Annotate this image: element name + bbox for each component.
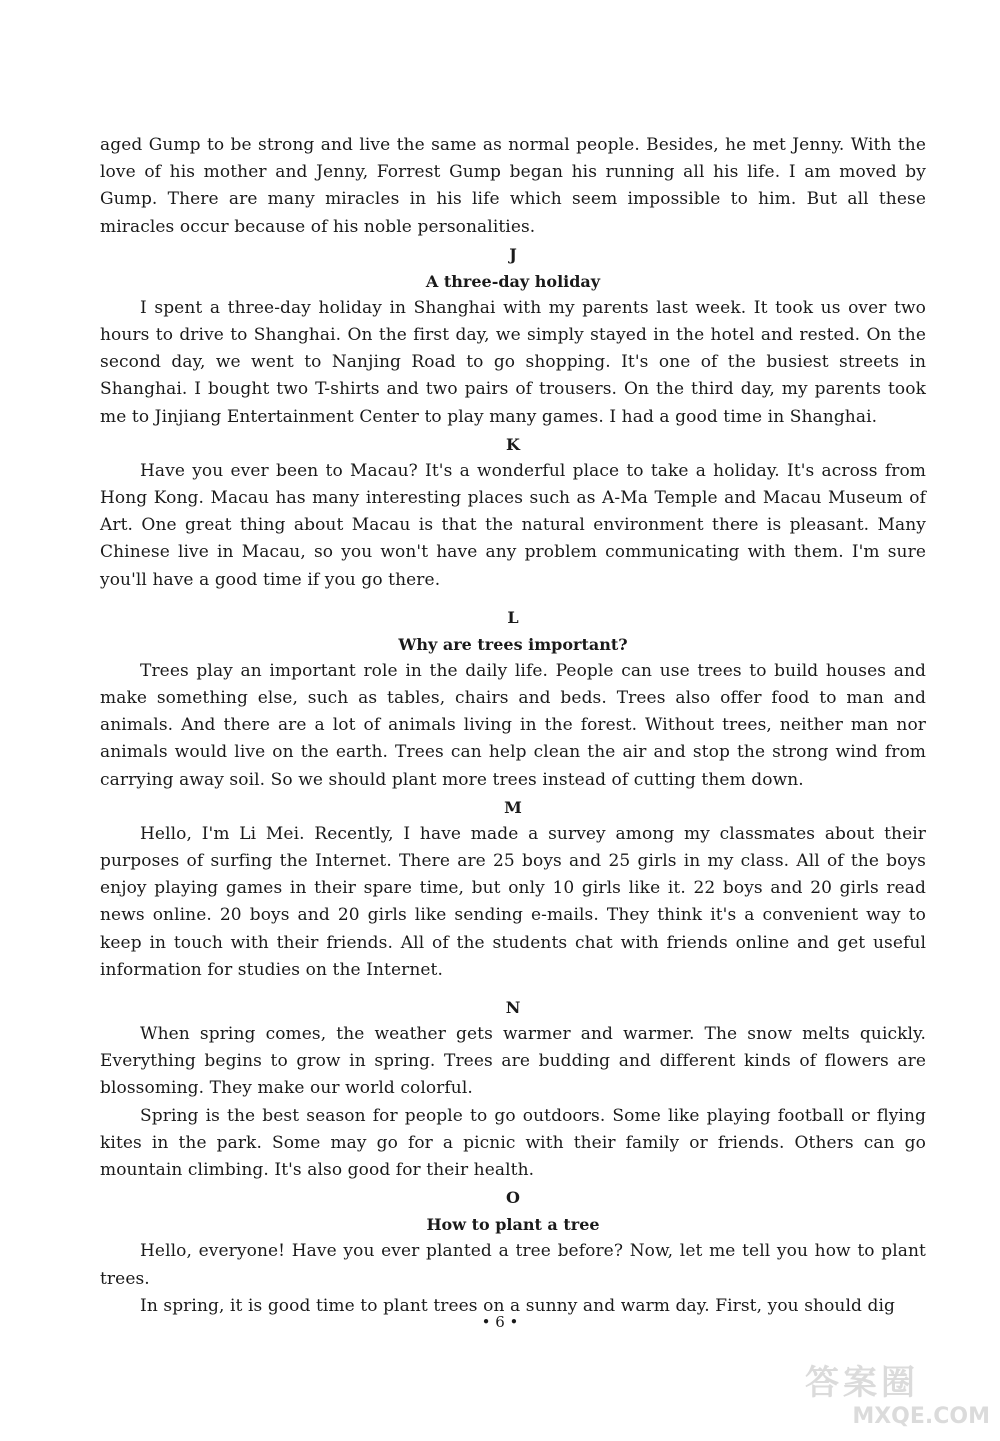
section-k-paragraph: Have you ever been to Macau? It's a wonderful place to take a holiday. It's across from Hong Kong. Macau has many interesting places such as A-Ma Temple and Macau Museum of Art. One great thing about Macau is that the natural environment there is pleasant. Many Chinese live in Macau, so you won't have any problem communicating with them. I'm sure you'll have a good time if you go there. [100,460,926,590]
section-o-paragraph-2: In spring, it is good time to plant trees on a sunny and warm day. First, you should dig [140,1295,895,1316]
watermark-line-1: 答案圈 [805,1363,919,1403]
section-letter-n: N [505,998,521,1018]
watermark-line-2: MXQE.COM [852,1404,990,1429]
section-letter-j: J [509,244,517,264]
section-m-paragraph: Hello, I'm Li Mei. Recently, I have made a survey among my classmates about their purposes of surfing the Internet. There are 25 boys and 25 girls in my class. All of the boys enjoy playing games in their spare time, but only 10 girls like it. 22 boys and 20 girls read news online. 20 boys and 20 girls like sending e-mails. They think it's a convenient way to keep in touch with their friends. All of the students chat with friends online and get useful information for studies on the Internet. [100,823,926,980]
intro-paragraph: aged Gump to be strong and live the same as normal people. Besides, he met Jenny. With the love of his mother and Jenny, Forrest Gump began his running all his life. I am moved by Gump. There are many miracles in his life which seem impossible to him. But all these miracles occur because of his noble personalities. [100,135,926,237]
section-letter-m: M [504,797,522,817]
section-title-l: Why are trees important? [398,634,628,654]
watermark-logo [805,1355,990,1437]
section-l-paragraph: Trees play an important role in the daily life. People can use trees to build houses and make something else, such as tables, chairs and beds. Trees also offer food to man and animals. And there are a lot of animals living in the forest. Without trees, neither man nor animals would live on the earth. Trees can help clean the air and stop the strong wind from carrying away soil. So we should plant more trees instead of cutting them down. [100,660,926,790]
section-letter-o: O [506,1188,520,1208]
section-o-paragraph-1: Hello, everyone! Have you ever planted a tree before? Now, let me tell you how to plant trees. [100,1241,926,1289]
section-title-j: A three-day holiday [425,271,601,291]
page-content [100,132,926,1320]
section-letter-l: L [507,607,519,627]
section-title-o: How to plant a tree [426,1215,600,1235]
section-n-paragraph-1: When spring comes, the weather gets warmer and warmer. The snow melts quickly. Everything begins to grow in spring. Trees are budding and different kinds of flowers are blossoming. They make our world colorful. [100,1024,926,1099]
page-number: • 6 • [481,1313,519,1331]
section-letter-k: K [506,434,520,454]
section-n-paragraph-2: Spring is the best season for people to go outdoors. Some like playing football or flying kites in the park. Some may go for a picnic with their family or friends. Others can go mountain climbing. It's also good for their health. [100,1105,926,1181]
section-j-paragraph: I spent a three-day holiday in Shanghai with my parents last week. It took us over two hours to drive to Shanghai. On the first day, we simply stayed in the hotel and rested. On the second day, we went to Nanjing Road to go shopping. It's one of the busiest streets in Shanghai. I bought two T-shirts and two pairs of trousers. On the third day, my parents took me to Jinjiang Entertainment Center to play many games. I had a good time in Shanghai. [100,297,926,427]
